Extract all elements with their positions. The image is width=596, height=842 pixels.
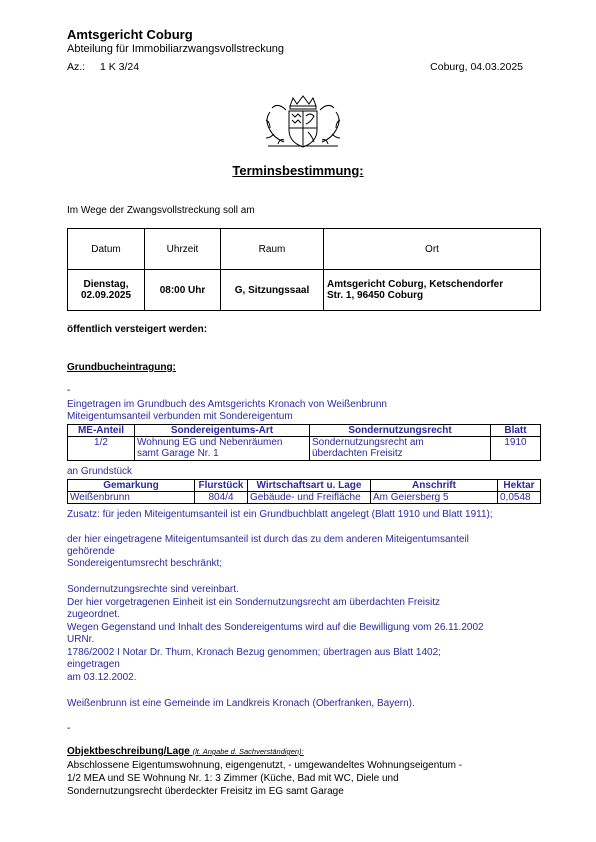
note-text: Zusatz: für jeden Miteigentumsanteil ist ein Grundbuchblatt angelegt (Blatt 1910 und Blatt 1911); — [67, 509, 493, 520]
coat-of-arms-icon — [260, 92, 346, 150]
header-room: Raum — [221, 229, 324, 270]
object-line: 1/2 MEA und SE Wohnung Nr. 1: 3 Zimmer (Küche, Bad mit WC, Diele und — [67, 773, 399, 784]
header-share: ME-Anteil — [68, 425, 135, 437]
plot-intro: an Grundstück — [67, 466, 133, 477]
note-text: Wegen Gegenstand und Inhalt des Sondereigentums wird auf die Bewilligung vom 26.11.2002 — [67, 622, 484, 633]
table-row — [68, 437, 541, 461]
note-text: Sondereigentumsrecht beschränkt; — [67, 558, 223, 569]
ownership-table — [67, 424, 541, 461]
header-type: Sondereigentums-Art — [135, 425, 310, 437]
hearing-date: Dienstag, 02.09.2025 — [68, 270, 145, 311]
type-cell: Wohnung EG und Nebenräumen samt Garage Nr. 1 — [135, 437, 310, 461]
place-date: Coburg, 04.03.2025 — [430, 61, 523, 73]
hearing-room: G, Sitzungssaal — [221, 270, 324, 311]
address-cell: Am Geiersberg 5 — [371, 492, 498, 504]
file-number: 1 K 3/24 — [100, 61, 140, 73]
header-date: Datum — [68, 229, 145, 270]
sold-text: öffentlich versteigert werden: — [67, 324, 208, 335]
header-parcel: Flurstück — [195, 480, 248, 492]
header-time: Uhrzeit — [145, 229, 221, 270]
land-register-line: Eingetragen im Grundbuch des Amtsgerichts Kronach von Weißenbrunn — [67, 399, 387, 410]
object-line: Sondernutzungsrecht überdeckter Freisitz im EG samt Garage — [67, 786, 344, 797]
hearing-time: 08:00 Uhr — [145, 270, 221, 311]
use-cell: Gebäude- und Freifläche — [248, 492, 371, 504]
table-row — [68, 270, 541, 311]
court-name: Amtsgericht Coburg — [67, 27, 193, 42]
share-cell: 1/2 — [68, 437, 135, 461]
object-line: Abschlossene Eigentumswohnung, eigengenutzt, - umgewandeltes Wohnungseigentum - — [67, 760, 463, 771]
note-text: Sondernutzungsrechte sind vereinbart. — [67, 584, 239, 595]
note-text: 1786/2002 I Notar Dr. Thum, Kronach Bezug genommen; übertragen aus Blatt 1402; — [67, 647, 441, 658]
sheet-cell: 1910 — [491, 437, 541, 461]
note-text: der hier eingetragene Miteigentumsanteil ist durch das zu dem anderen Miteigentumsanteil — [67, 534, 469, 545]
page-title: Terminsbestimmung: — [232, 163, 364, 178]
note-text: am 03.12.2002. — [67, 672, 137, 683]
header-district: Gemarkung — [68, 480, 195, 492]
hearing-location: Amtsgericht Coburg, Ketschendorfer Str. 1, 96450 Coburg — [324, 270, 541, 311]
table-row — [68, 425, 541, 437]
object-heading: Objektbeschreibung/Lage (lt. Angabe d. Sachverständigen): — [67, 746, 304, 757]
header-usage: Sondernutzungsrecht — [310, 425, 491, 437]
district-cell: Weißenbrunn — [68, 492, 195, 504]
note-text: eingetragen — [67, 659, 120, 670]
court-department: Abteilung für Immobiliarzwangsvollstreckung — [67, 43, 285, 55]
schedule-table — [67, 228, 541, 311]
note-text: zugeordnet. — [67, 609, 120, 620]
header-location: Ort — [324, 229, 541, 270]
land-register-line: Miteigentumsanteil verbunden mit Sondereigentum — [67, 411, 293, 422]
header-sheet: Blatt — [491, 425, 541, 437]
usage-cell: Sondernutzungsrecht am überdachten Freisitz — [310, 437, 491, 461]
intro-text: Im Wege der Zwangsvollstreckung soll am — [67, 205, 255, 216]
note-text: Weißenbrunn ist eine Gemeinde im Landkreis Kronach (Oberfranken, Bayern). — [67, 698, 415, 709]
parcel-cell: 804/4 — [195, 492, 248, 504]
table-row — [68, 229, 541, 270]
hectare-cell: 0,0548 — [498, 492, 541, 504]
land-register-heading: Grundbucheintragung: — [67, 362, 176, 373]
note-text: gehörende — [67, 546, 115, 557]
table-row — [68, 480, 541, 492]
header-address: Anschrift — [371, 480, 498, 492]
file-number-label: Az.: — [67, 61, 86, 73]
separator-dash: - — [67, 723, 71, 734]
note-text: URNr. — [67, 634, 95, 645]
plot-table — [67, 479, 541, 504]
note-text: Der hier vorgetragenen Einheit ist ein Sondernutzungsrecht am überdachten Freisitz — [67, 597, 440, 608]
separator-dash: - — [67, 385, 71, 396]
header-use: Wirtschaftsart u. Lage — [248, 480, 371, 492]
table-row — [68, 492, 541, 504]
header-hectare: Hektar — [498, 480, 541, 492]
